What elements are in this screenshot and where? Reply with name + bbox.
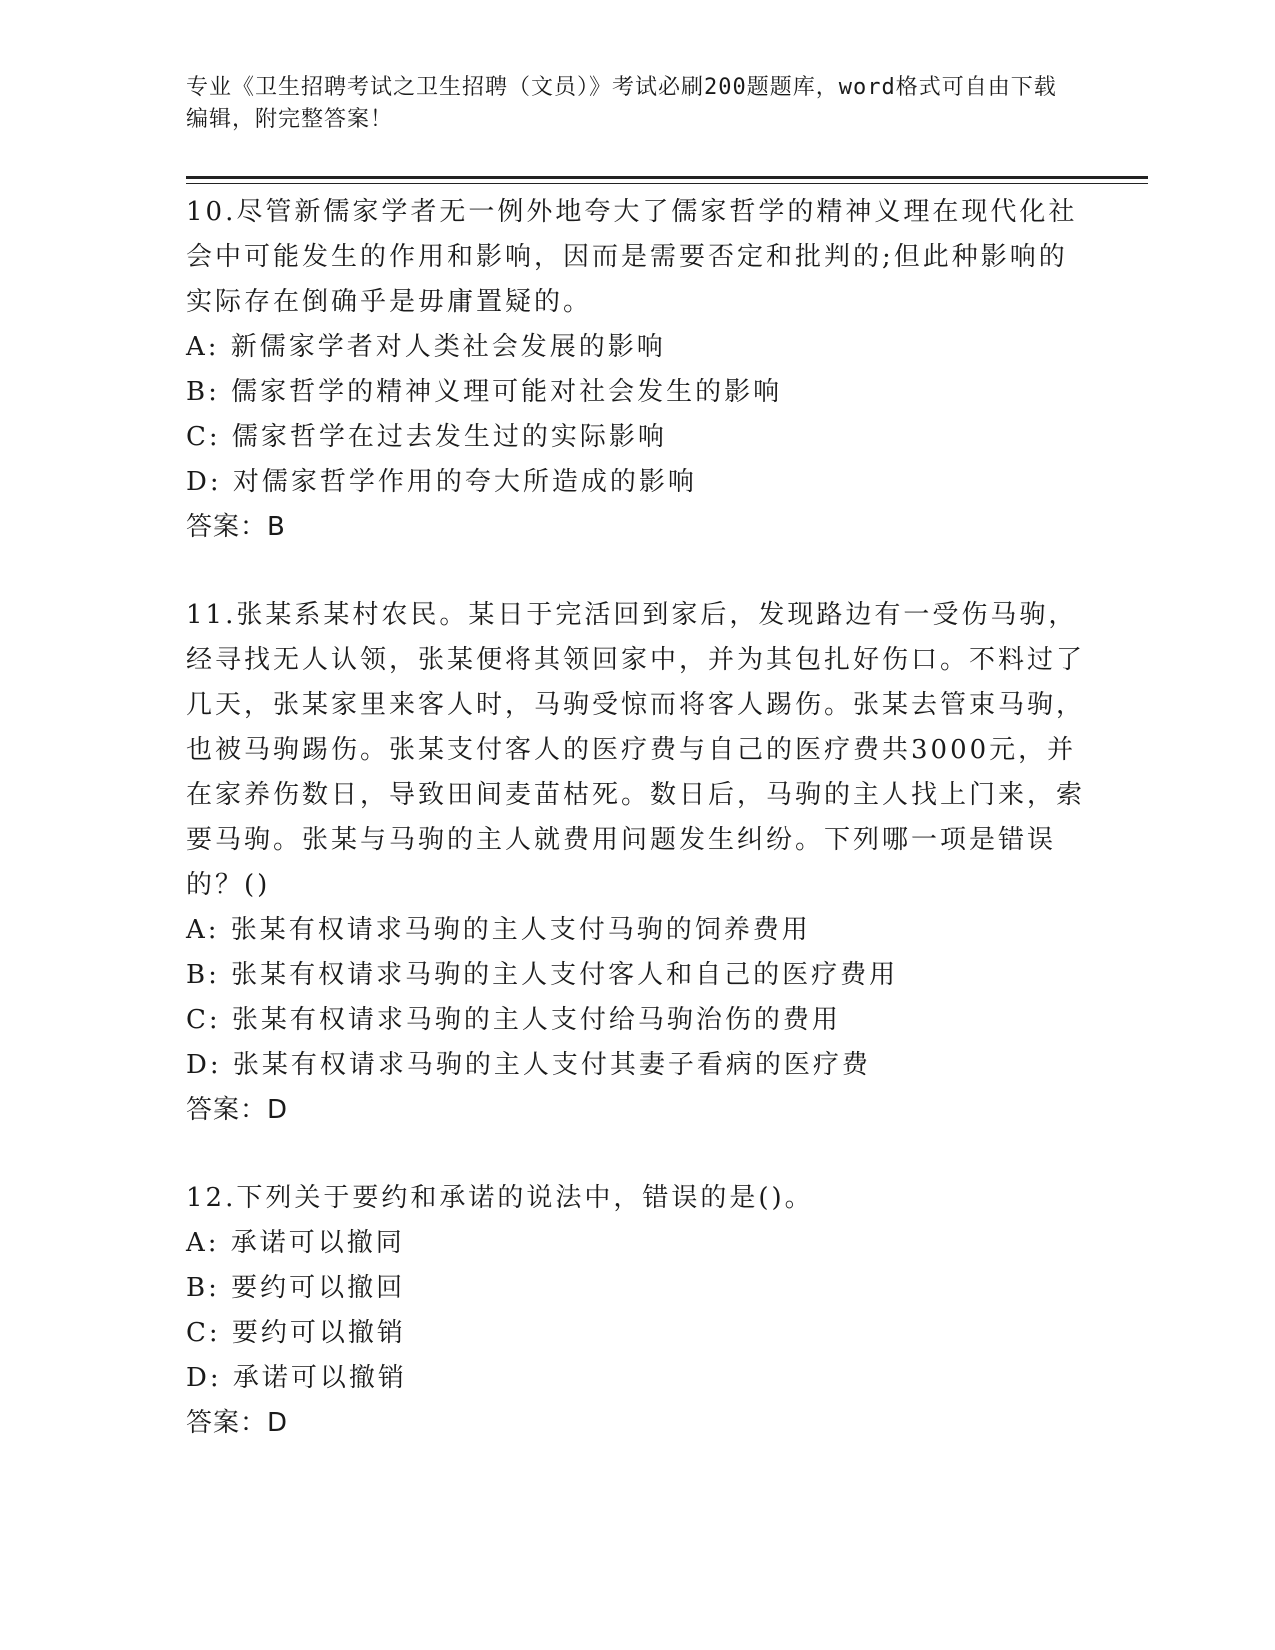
option-d: D: 对儒家哲学作用的夸大所造成的影响 bbox=[186, 467, 697, 497]
answer-line: 答案：D bbox=[186, 1408, 289, 1438]
option-b: B: 要约可以撤回 bbox=[186, 1273, 406, 1303]
question-10 bbox=[186, 190, 1086, 550]
option-a: A: 承诺可以撤同 bbox=[186, 1228, 405, 1258]
document-header: 专业《卫生招聘考试之卫生招聘（文员）》考试必刷200题题库，word格式可自由下载编辑，附完整答案！ bbox=[186, 75, 1057, 132]
answer-line: 答案：B bbox=[186, 512, 286, 542]
option-b: B: 儒家哲学的精神义理可能对社会发生的影响 bbox=[186, 377, 783, 407]
question-11 bbox=[186, 593, 1086, 1133]
option-c: C: 儒家哲学在过去发生过的实际影响 bbox=[186, 422, 667, 452]
option-c: C: 要约可以撤销 bbox=[186, 1318, 406, 1348]
option-c: C: 张某有权请求马驹的主人支付给马驹治伤的费用 bbox=[186, 1005, 841, 1035]
option-a: A: 张某有权请求马驹的主人支付马驹的饲养费用 bbox=[186, 915, 811, 945]
answer-line: 答案：D bbox=[186, 1095, 289, 1125]
question-12 bbox=[186, 1176, 1086, 1446]
option-b: B: 张某有权请求马驹的主人支付客人和自己的医疗费用 bbox=[186, 960, 899, 990]
header-divider-thin bbox=[186, 183, 1148, 184]
option-d: D: 张某有权请求马驹的主人支付其妻子看病的医疗费 bbox=[186, 1050, 871, 1080]
question-stem: 10.尽管新儒家学者无一例外地夸大了儒家哲学的精神义理在现代化社会中可能发生的作用和影响，因而是需要否定和批判的;但此种影响的实际存在倒确乎是毋庸置疑的。 bbox=[186, 197, 1078, 317]
question-stem: 12.下列关于要约和承诺的说法中，错误的是()。 bbox=[186, 1183, 814, 1213]
question-list bbox=[186, 190, 1086, 1489]
option-a: A: 新儒家学者对人类社会发展的影响 bbox=[186, 332, 666, 362]
option-d: D: 承诺可以撤销 bbox=[186, 1363, 407, 1393]
header-divider-thick bbox=[186, 176, 1148, 179]
question-stem: 11.张某系某村农民。某日于完活回到家后，发现路边有一受伤马驹，经寻找无人认领，张某便将其领回家中，并为其包扎好伤口。不料过了几天，张某家里来客人时，马驹受惊而将客人踢伤。张某去管束马驹，也被马驹踢伤。张某支付客人的医疗费与自己的医疗费共3000元，并在家养伤数日，导致田间麦苗枯死。数日后，马驹的主人找上门来，索要马驹。张某与马驹的主人就费用问题发生纠纷。下列哪一项是错误的？() bbox=[186, 600, 1086, 900]
